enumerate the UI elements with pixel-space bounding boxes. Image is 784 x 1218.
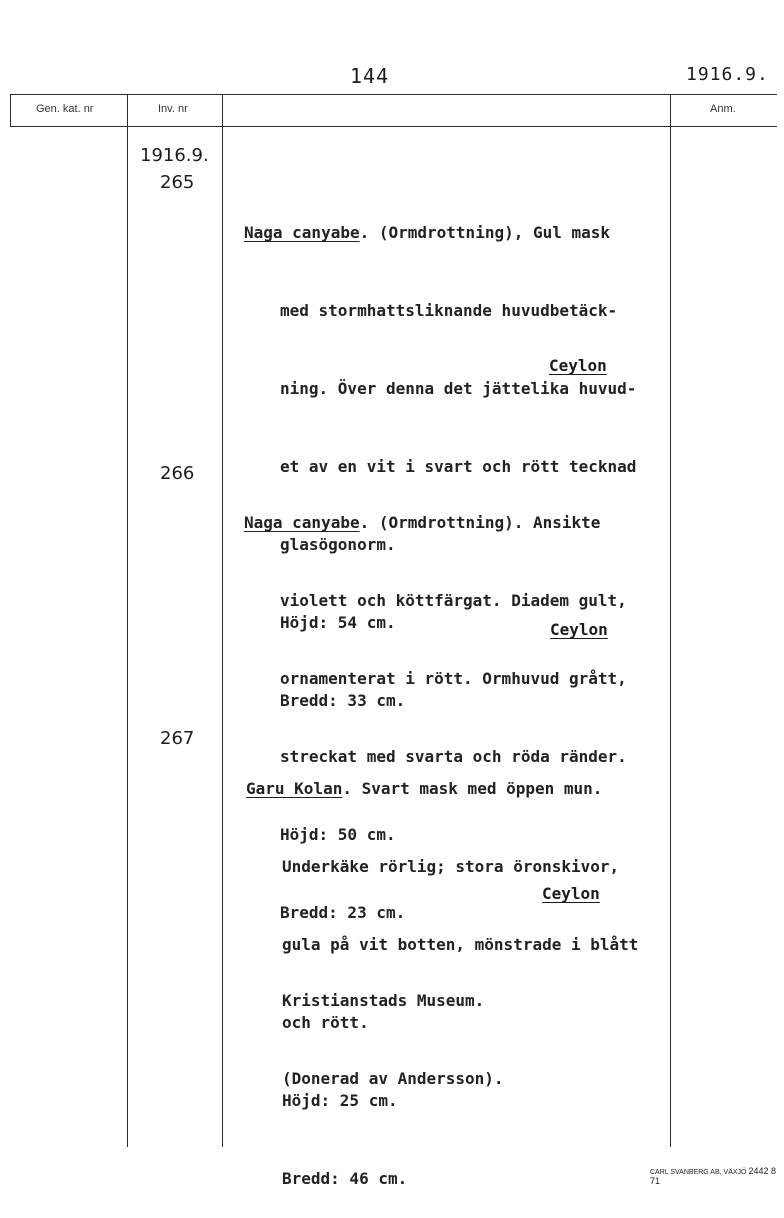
table-header-rule [10,126,777,127]
entry-line: ning. Över denna det jättelika huvud- [280,379,637,398]
entry-line: Höjd: 50 cm. [280,825,396,844]
entry-line: streckat med svarta och röda ränder. [280,747,627,766]
table-top-rule [10,94,777,95]
entry-name: Naga canyabe [244,223,360,242]
provenance-note [282,936,504,1118]
entry-line: glasögonorm. [280,535,396,554]
entry-line: och rött. [282,1013,369,1032]
provenance-line: Kristianstads Museum. [282,991,485,1010]
printer-name: CARL SVANBERG AB, VÄXJÖ [650,1169,747,1176]
printer-footer [650,1166,784,1186]
column-header-inv-nr: Inv. nr [158,103,188,115]
page-number: 144 [350,64,390,88]
entry-line: Underkäke rörlig; stora öronskivor, [282,857,620,876]
table-left-edge [10,94,11,126]
entry-first-line-rest: . Svart mask med öppen mun. [342,779,603,798]
entry-line: Bredd: 33 cm. [280,691,406,710]
entry-line: et av en vit i svart och rött tecknad [280,457,637,476]
entry-name: Garu Kolan [246,779,343,798]
entry-first-line-rest: . (Ormdrottning), Gul mask [359,223,611,242]
entry-first-line [246,776,638,802]
inv-number: 265 [160,172,195,193]
entry-name: Naga canyabe [244,513,360,532]
inv-number: 266 [160,463,195,484]
column-divider-1 [127,94,128,1147]
entry-line: gula på vit botten, mönstrade i blått [282,935,639,954]
provenance-line: (Donerad av Andersson). [282,1069,504,1088]
entry-line: Bredd: 23 cm. [280,903,406,922]
form-code: 2442 8 71 [650,1166,776,1186]
entry-line: Bredd: 46 cm. [282,1169,408,1188]
entry-line: Höjd: 54 cm. [280,613,396,632]
entry-first-line [244,510,627,536]
column-header-anm: Anm. [710,103,736,115]
entry-first-line-rest: . (Ormdrottning). Ansikte [359,513,601,532]
header-year: 1916.9. [686,64,769,85]
entry-line: Höjd: 25 cm. [282,1091,398,1110]
entry-line: med stormhattsliknande huvudbetäck- [280,301,618,320]
entry-origin: Ceylon [549,356,607,375]
inv-year-label: 1916.9. [140,145,209,166]
column-header-gen-kat-nr: Gen. kat. nr [36,103,94,115]
entry-line: violett och köttfärgat. Diadem gult, [280,591,627,610]
column-divider-3 [670,94,671,1147]
entry-origin: Ceylon [550,620,608,639]
entry-origin: Ceylon [542,884,600,903]
column-divider-2 [222,94,223,1147]
entry-line: ornamenterat i rött. Ormhuvud grått, [280,669,627,688]
inv-number: 267 [160,728,195,749]
entry-first-line [244,220,636,246]
